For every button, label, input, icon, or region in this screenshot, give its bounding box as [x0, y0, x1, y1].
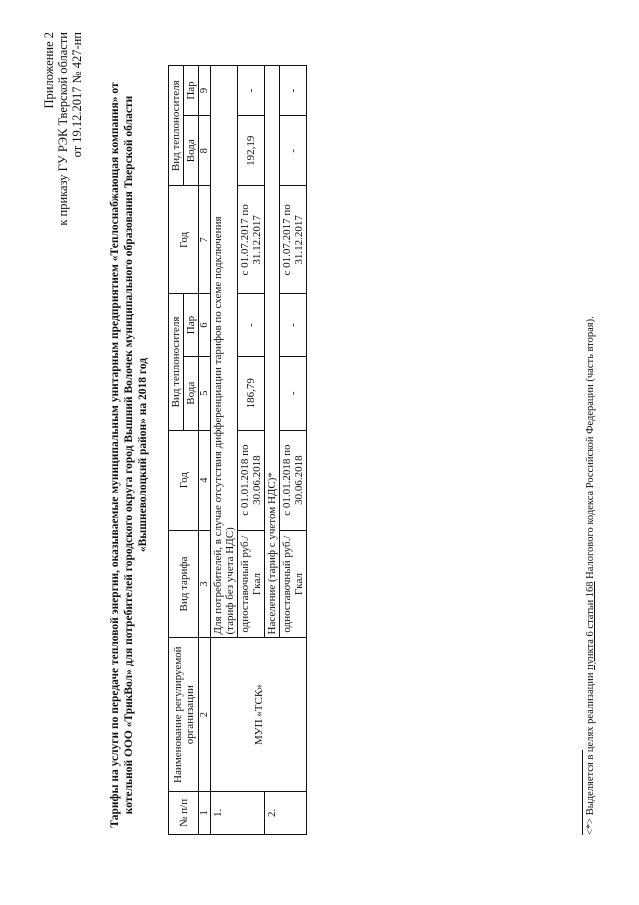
- org-name: МУП «ТСК»: [211, 638, 307, 791]
- document-title: [108, 45, 150, 865]
- row-num-1: 1.: [211, 791, 265, 834]
- header-steam-2: Пар: [184, 66, 199, 116]
- section-1-header-row: [211, 66, 238, 835]
- title-line-2: котельной ООО «ТрикВол» для потребителей городского округа город Вышний Волочек муниципального образования Тверской области: [123, 95, 135, 815]
- header-tariff-type: Вид тарифа: [169, 530, 199, 638]
- section-2-water-1: -: [280, 356, 307, 430]
- tariff-table: [168, 65, 307, 835]
- section-1-header: [211, 66, 238, 639]
- section-2-tariff: одноставочный руб./Гкал: [280, 530, 307, 638]
- title-line-3: «Вышневолоцкий район» на 2018 год: [137, 357, 149, 553]
- header-num: № п/п: [169, 791, 199, 834]
- col-number: 1: [199, 791, 211, 834]
- section-1-subheader: (тариф без учета НДС): [224, 527, 236, 635]
- footnote-divider: [582, 750, 583, 835]
- header-water-1: Вода: [184, 356, 199, 430]
- col-number: 7: [199, 186, 211, 294]
- section-2-period-1: с 01.01.2018 по 30.06.2018: [280, 430, 307, 530]
- section-1-period-2: с 01.07.2017 по 31.12.2017: [238, 186, 265, 294]
- col-number: 4: [199, 430, 211, 530]
- appendix-line-3: от 19.12.2017 № 427-нп: [70, 32, 84, 158]
- section-1-period-1: с 01.01.2018 по 30.06.2018: [238, 430, 265, 530]
- section-1-water-1: 186,79: [238, 356, 265, 430]
- section-1-water-2: 192,19: [238, 116, 265, 186]
- col-number: 2: [199, 638, 211, 791]
- header-carrier-1: Вид теплоносителя: [169, 294, 184, 430]
- footnote-suffix: Налогового кодекса Российской Федерации (часть вторая).: [585, 316, 596, 582]
- section-2-steam-1: -: [280, 294, 307, 356]
- section-2-water-2: -: [280, 116, 307, 186]
- col-number: 5: [199, 356, 211, 430]
- header-year-1: Год: [169, 430, 199, 530]
- header-org: Наименование регулируемой организации: [169, 638, 199, 791]
- section-2-period-2: с 01.07.2017 по 31.12.2017: [280, 186, 307, 294]
- header-carrier-2: Вид теплоносителя: [169, 66, 184, 186]
- title-line-1: Тарифы на услуги по передаче тепловой энергии, оказываемые муниципальным унитарным предприятием «Теплоснабжающая компания» от: [109, 82, 121, 828]
- header-row-1: [169, 66, 184, 835]
- col-number: 8: [199, 116, 211, 186]
- appendix-line-1: Приложение 2: [42, 32, 56, 109]
- footnote-prefix: <*> Выделяется в целях реализации: [585, 669, 596, 835]
- footnote-law-link[interactable]: пункта 6 статьи 168: [585, 581, 596, 670]
- section-2-steam-2: -: [280, 66, 307, 116]
- col-number: 9: [199, 66, 211, 116]
- section-1-steam-2: -: [238, 66, 265, 116]
- section-1-steam-1: -: [238, 294, 265, 356]
- section-1-tariff: одноставочный руб./Гкал: [238, 530, 265, 638]
- header-steam-1: Пар: [184, 294, 199, 356]
- header-year-2: Год: [169, 186, 199, 294]
- appendix-line-2: к приказу ГУ РЭК Тверской области: [56, 32, 70, 226]
- header-water-2: Вода: [184, 116, 199, 186]
- column-number-row: [199, 66, 211, 835]
- row-num-2: 2.: [265, 791, 307, 834]
- appendix-header: [42, 32, 84, 226]
- col-number: 6: [199, 294, 211, 356]
- section-1-header-text: Для потребителей, в случае отсутствия дифференциации тарифов по схеме подключения: [212, 216, 224, 635]
- col-number: 3: [199, 530, 211, 638]
- footnote: [585, 316, 596, 835]
- section-2-header: Население (тариф с учетом НДС)*: [265, 66, 280, 639]
